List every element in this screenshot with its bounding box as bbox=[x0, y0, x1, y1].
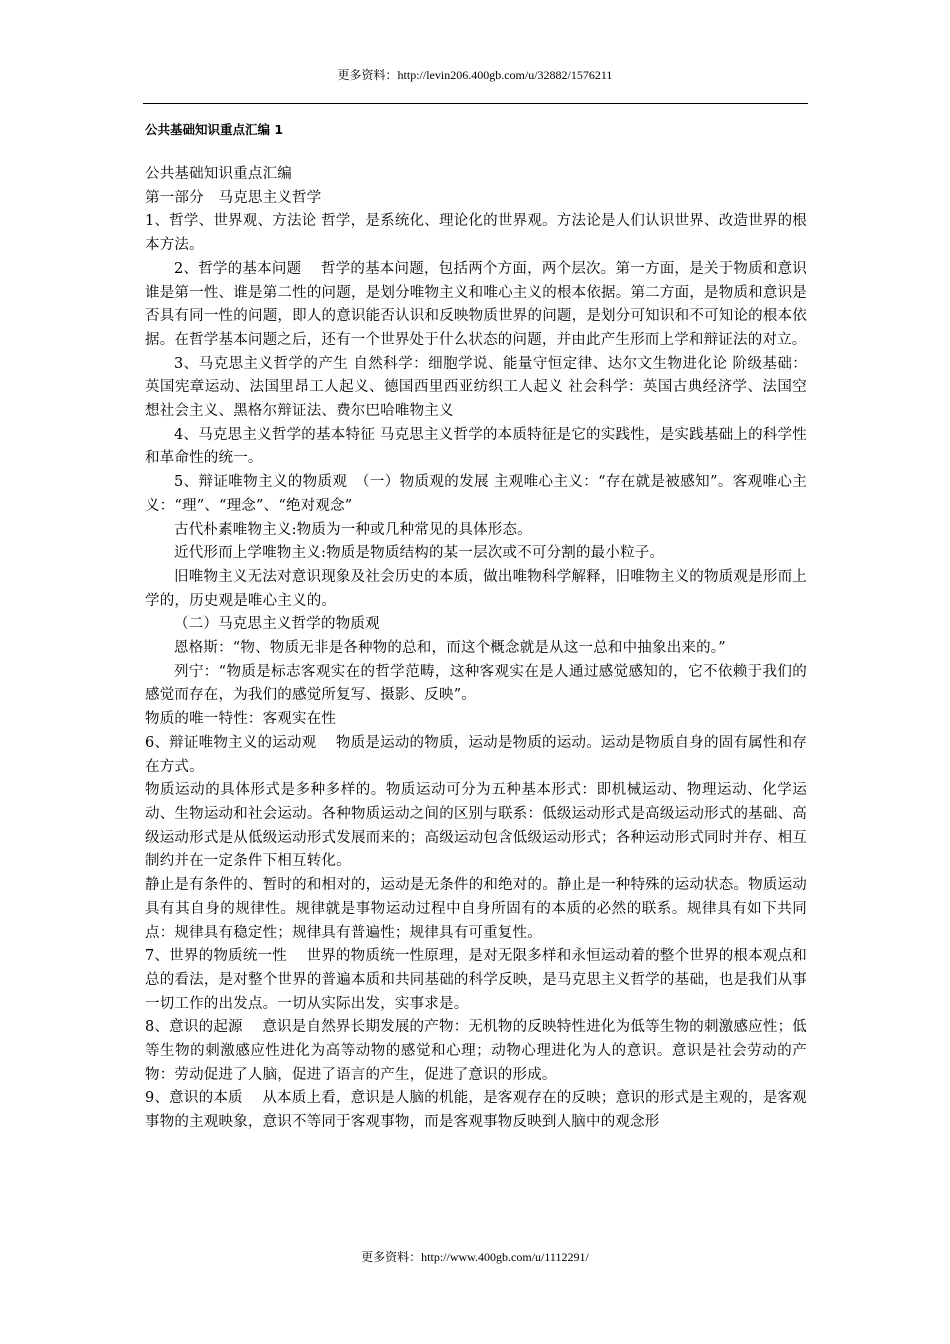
header-divider bbox=[143, 103, 808, 104]
paragraph: 旧唯物主义无法对意识现象及社会历史的本质，做出唯物科学解释，旧唯物主义的物质观是形而上学的，历史观是唯心主义的。 bbox=[145, 568, 807, 609]
paragraph: 6、辩证唯物主义的运动观 物质是运动的物质，运动是物质的运动。运动是物质自身的固有属性和存在方式。 bbox=[145, 734, 807, 775]
paragraph: 公共基础知识重点汇编 bbox=[145, 166, 292, 182]
paragraph: 静止是有条件的、暂时的和相对的，运动是无条件的和绝对的。静止是一种特殊的运动状态。物质运动具有其自身的规律性。规律就是事物运动过程中自身所固有的本质的必然的联系。规律具有如下共同点：规律具有稳定性；规律具有普遍性；规律具有可重复性。 bbox=[145, 877, 807, 941]
paragraph: 1、哲学、世界观、方法论 哲学，是系统化、理论化的世界观。方法论是人们认识世界、改造世界的根本方法。 bbox=[145, 213, 807, 254]
footer-link[interactable]: 更多资料：http://www.400gb.com/u/1112291/ bbox=[361, 1250, 589, 1264]
paragraph: 7、世界的物质统一性 世界的物质统一性原理，是对无限多样和永恒运动着的整个世界的根本观点和总的看法，是对整个世界的普遍本质和共同基础的科学反映，是马克思主义哲学的基础，也是我们从事一切工作的出发点。一切从实际出发，实事求是。 bbox=[145, 948, 807, 1012]
paragraph: 8、意识的起源 意识是自然界长期发展的产物：无机物的反映特性进化为低等生物的刺激感应性；低等生物的刺激感应性进化为高等动物的感觉和心理；动物心理进化为人的意识。意识是社会劳动的产物：劳动促进了人脑，促进了语言的产生，促进了意识的形成。 bbox=[145, 1019, 807, 1083]
paragraph: 9、意识的本质 从本质上看，意识是人脑的机能，是客观存在的反映；意识的形式是主观的，是客观事物的主观映象，意识不等同于客观事物，而是客观事物反映到人脑中的观念形 bbox=[145, 1090, 807, 1131]
header-link[interactable]: 更多资料：http://levin206.400gb.com/u/32882/1576211 bbox=[337, 68, 613, 82]
paragraph: 近代形而上学唯物主义:物质是物质结构的某一层次或不可分割的最小粒子。 bbox=[174, 545, 665, 562]
paragraph: 物质的唯一特性：客观实在性 bbox=[145, 711, 337, 728]
paragraph: （二）马克思主义哲学的物质观 bbox=[174, 616, 380, 633]
paragraph: 2、哲学的基本问题 哲学的基本问题，包括两个方面，两个层次。第一方面，是关于物质和意识谁是第一性、谁是第二性的问题，是划分唯物主义和唯心主义的根本依据。第二方面，是物质和意识是否具有同一性的问题，即人的意识能否认识和反映物质世界的问题，是划分可知识和不可知论的根本依据。在哲学基本问题之后，还有一个世界处于什么状态的问题，并由此产生形而上学和辩证法的对立。 bbox=[145, 260, 807, 348]
document-body bbox=[145, 163, 807, 1135]
paragraph: 第一部分 马克思主义哲学 bbox=[145, 189, 322, 206]
paragraph: 4、马克思主义哲学的基本特征 马克思主义哲学的本质特征是它的实践性，是实践基础上的科学性和革命性的统一。 bbox=[145, 426, 807, 467]
paragraph: 古代朴素唯物主义:物质为一种或几种常见的具体形态。 bbox=[174, 521, 532, 538]
paragraph: 5、辩证唯物主义的物质观 （一）物质观的发展 主观唯心主义：“存在就是被感知”。客观唯心主义：“理”、“理念”、“绝对观念” bbox=[145, 474, 807, 514]
document-title: 公共基础知识重点汇编 1 bbox=[145, 122, 284, 137]
paragraph: 物质运动的具体形式是多种多样的。物质运动可分为五种基本形式：即机械运动、物理运动、化学运动、生物运动和社会运动。各种物质运动之间的区别与联系：低级运动形式是高级运动形式的基础、高级运动形式是从低级运动形式发展而来的；高级运动包含低级运动形式；各种运动形式同时并存、相互制约并在一定条件下相互转化。 bbox=[145, 782, 807, 870]
paragraph: 恩格斯：“物、物质无非是各种物的总和，而这个概念就是从这一总和中抽象出来的。” bbox=[174, 640, 726, 657]
paragraph: 列宁：“物质是标志客观实在的哲学范畴，这种客观实在是人通过感觉感知的，它不依赖于我们的感觉而存在，为我们的感觉所复写、摄影、反映”。 bbox=[145, 663, 807, 704]
paragraph: 3、马克思主义哲学的产生 自然科学：细胞学说、能量守恒定律、达尔文生物进化论 阶级基础：英国宪章运动、法国里昂工人起义、德国西里西亚纺织工人起义 社会科学：英国古典经济学、法国空想社会主义、黑格尔辩证法、费尔巴哈唯物主义 bbox=[145, 355, 807, 420]
